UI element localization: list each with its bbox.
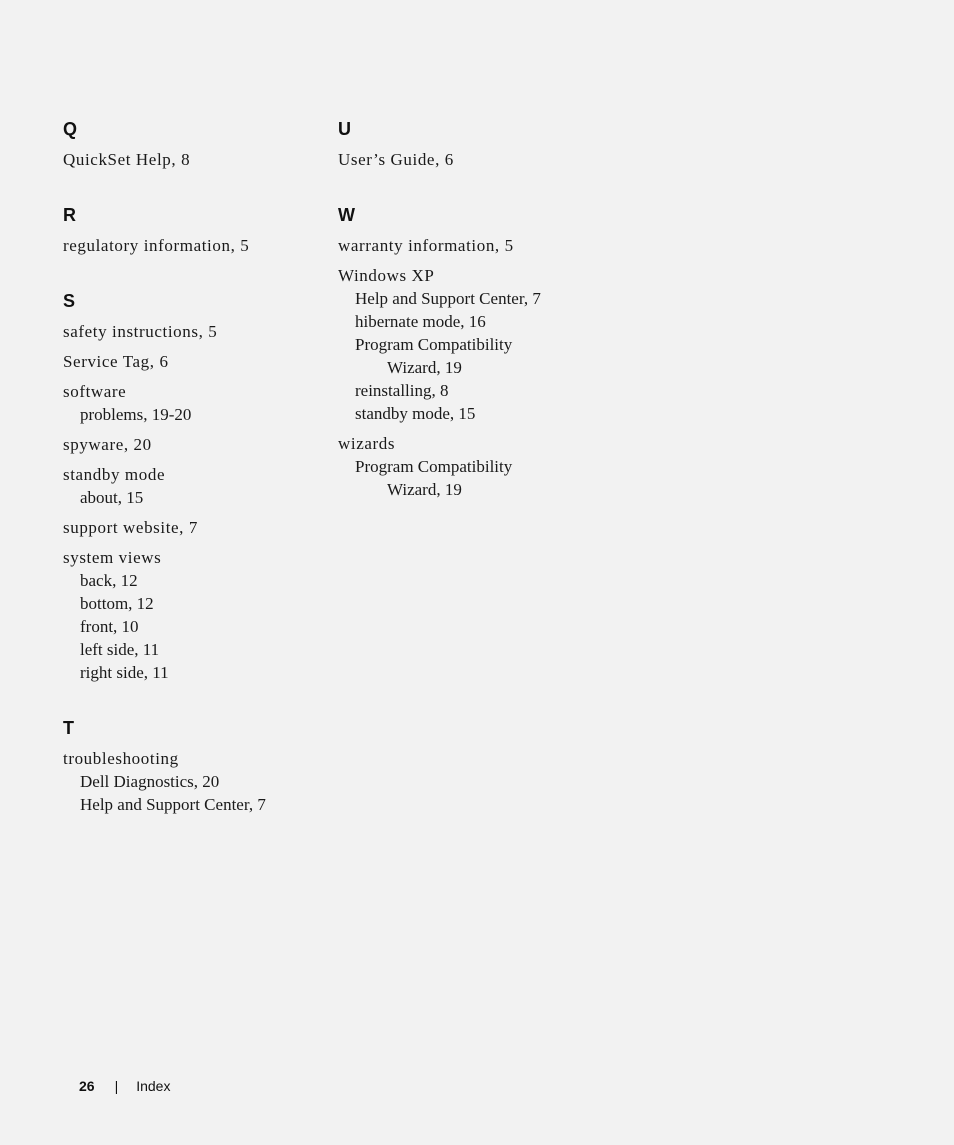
index-term: Windows XP <box>338 266 435 285</box>
index-term: warranty information, 5 <box>338 236 514 255</box>
index-term: wizards <box>338 434 396 453</box>
subentry-continuation: Wizard, 19 <box>387 358 462 377</box>
index-term: support website, 7 <box>63 518 198 537</box>
index-subentry <box>338 402 608 425</box>
page-number: 26 <box>79 1078 95 1094</box>
subentry-text: front, 10 <box>80 617 139 636</box>
section-letter: T <box>63 718 74 738</box>
subentry-text: hibernate mode, 16 <box>355 312 486 331</box>
index-subentry <box>63 486 333 509</box>
index-subentry <box>338 333 608 379</box>
subentry-text: problems, 19-20 <box>80 405 192 424</box>
subentry-text: Program Compatibility <box>355 457 513 476</box>
index-entry <box>338 264 608 425</box>
index-entry <box>63 546 333 684</box>
subentry-text: left side, 11 <box>80 640 160 659</box>
index-entry <box>63 320 333 343</box>
subentry-text: back, 12 <box>80 571 138 590</box>
index-entry <box>338 432 608 501</box>
subentry-continuation: Wizard, 19 <box>387 480 462 499</box>
index-term: troubleshooting <box>63 749 179 768</box>
index-section-q <box>63 118 333 171</box>
index-term: User’s Guide, 6 <box>338 150 454 169</box>
section-letter: U <box>338 119 351 139</box>
subentry-text: about, 15 <box>80 488 144 507</box>
subentry-text: Help and Support Center, 7 <box>355 289 541 308</box>
index-column-left <box>63 118 333 849</box>
index-entry <box>63 148 333 171</box>
subentry-text: bottom, 12 <box>80 594 154 613</box>
index-subentry <box>63 638 333 661</box>
page-footer <box>79 1076 170 1096</box>
index-section-r <box>63 204 333 257</box>
index-term: regulatory information, 5 <box>63 236 250 255</box>
index-term: Service Tag, 6 <box>63 352 169 371</box>
index-term: software <box>63 382 127 401</box>
index-subentry <box>338 379 608 402</box>
footer-section-title: Index <box>136 1078 171 1094</box>
subentry-text: Help and Support Center, 7 <box>80 795 266 814</box>
index-subentry <box>63 793 333 816</box>
index-section-u <box>338 118 608 171</box>
index-term: spyware, 20 <box>63 435 152 454</box>
index-entry <box>338 234 608 257</box>
footer-separator: | <box>114 1078 119 1094</box>
index-subentry <box>63 592 333 615</box>
index-entry <box>63 380 333 426</box>
index-entry <box>63 234 333 257</box>
index-section-s <box>63 290 333 684</box>
index-term: QuickSet Help, 8 <box>63 150 191 169</box>
index-subentry <box>338 455 608 501</box>
index-subentry <box>338 287 608 310</box>
subentry-text: reinstalling, 8 <box>355 381 449 400</box>
subentry-text: Dell Diagnostics, 20 <box>80 772 220 791</box>
index-subentry <box>338 310 608 333</box>
section-letter: W <box>338 205 355 225</box>
index-subentry <box>63 569 333 592</box>
index-subentry <box>63 615 333 638</box>
index-subentry <box>63 403 333 426</box>
index-entry <box>63 463 333 509</box>
index-entry <box>63 516 333 539</box>
index-term: standby mode <box>63 465 166 484</box>
index-section-t <box>63 717 333 816</box>
subentry-text: right side, 11 <box>80 663 169 682</box>
index-entry <box>63 350 333 373</box>
section-letter: R <box>63 205 76 225</box>
index-entry <box>63 433 333 456</box>
section-letter: Q <box>63 119 78 139</box>
index-term: safety instructions, 5 <box>63 322 218 341</box>
index-subentry <box>63 770 333 793</box>
index-term: system views <box>63 548 162 567</box>
index-entry <box>338 148 608 171</box>
subentry-text: Program Compatibility <box>355 335 513 354</box>
index-entry <box>63 747 333 816</box>
index-subentry <box>63 661 333 684</box>
subentry-text: standby mode, 15 <box>355 404 476 423</box>
index-column-right <box>338 118 608 534</box>
section-letter: S <box>63 291 76 311</box>
index-section-w <box>338 204 608 501</box>
